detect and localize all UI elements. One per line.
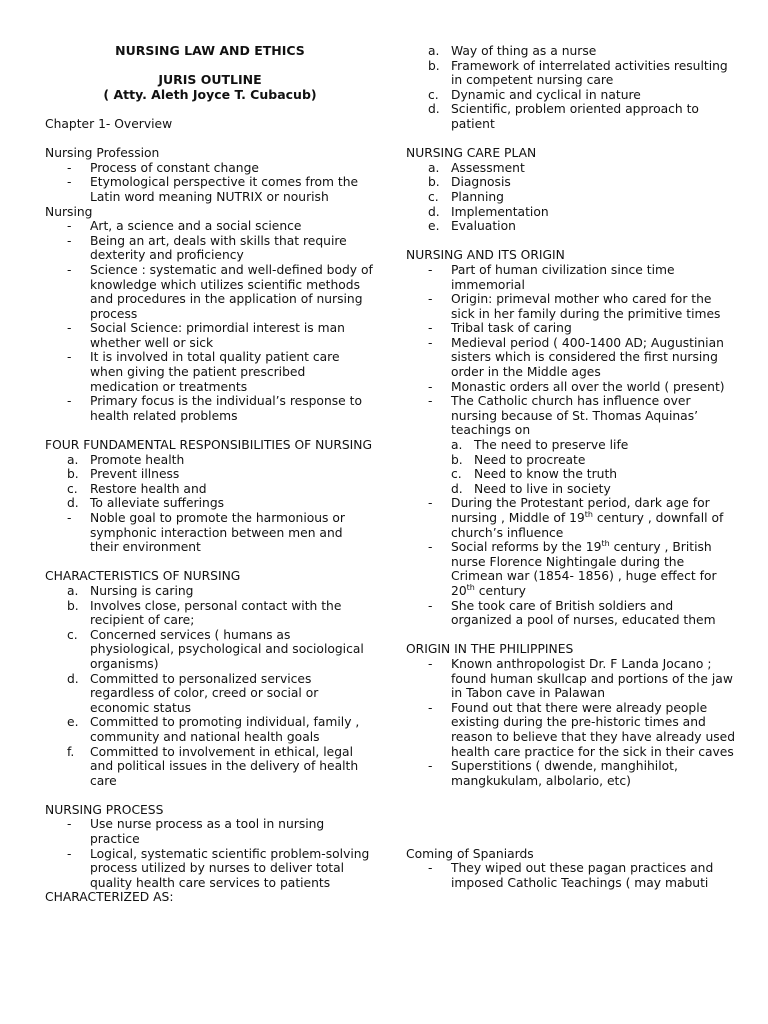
list-item: b. Framework of interrelated activities resulting in competent nursing care (428, 58, 728, 88)
section-heading: Nursing (45, 204, 93, 219)
list-item: b. Need to procreate (451, 452, 586, 467)
section-heading: NURSING AND ITS ORIGIN (406, 248, 565, 263)
list-item: d. To alleviate sufferings (67, 496, 225, 511)
list-item: - Monastic orders all over the world ( present) (428, 379, 725, 394)
list-item: - During the Protestant period, dark age for nursing , Middle of 19th century , downfall of church’s influence (428, 496, 724, 540)
section-heading: NURSING CARE PLAN (406, 146, 537, 161)
list-item: c. Restore health and (67, 481, 207, 496)
section-heading: ORIGIN IN THE PHILIPPINES (406, 642, 574, 657)
list-item: d. Committed to personalized services regardless of color, creed or social or economic status (67, 671, 319, 715)
bullet-list (406, 496, 736, 627)
list-item: a. Nursing is caring (67, 583, 194, 598)
list-item: a. Way of thing as a nurse (428, 44, 597, 58)
list-item: e. Evaluation (428, 219, 516, 234)
section-heading: FOUR FUNDAMENTAL RESPONSIBILITIES OF NURSING (45, 438, 373, 453)
list-item: - Medieval period ( 400-1400 AD; Augustinian sisters which is considered the first nursing order in the Middle ages (428, 335, 724, 380)
left-column (45, 44, 375, 905)
list-item: - Social reforms by the 19th century , British nurse Florence Nightingale during the Crimean war (1854- 1856) , huge effect for 20th century (428, 539, 717, 598)
list-item: - Part of human civilization since time immemorial (428, 262, 675, 292)
list-item: a. Assessment (428, 160, 525, 175)
chapter-heading: Chapter 1- Overview (45, 116, 173, 131)
list-item: - Tribal task of caring (428, 321, 572, 336)
list-item: a. Promote health (67, 452, 185, 467)
list-item: - Found out that there were already people existing during the pre-historic times and reason to believe that they have already used health care practice for the sick in their caves (428, 700, 736, 759)
list-item: c. Planning (428, 189, 504, 204)
lettered-list (45, 584, 375, 788)
list-item: - She took care of British soldiers and organized a pool of nurses, educated them (428, 598, 716, 628)
list-item: - It is involved in total quality patient care when giving the patient prescribed medication or treatments (67, 350, 340, 394)
right-column (406, 44, 736, 890)
list-item: - Origin: primeval mother who cared for the sick in her family during the primitive times (428, 292, 721, 321)
list-item: - Superstitions ( dwende, manghihilot, mangkukulam, albolario, etc) (428, 759, 678, 788)
list-item: - The Catholic church has influence over nursing because of St. Thomas Aquinas’ teachings on (428, 394, 699, 438)
list-item: - Science : systematic and well-defined body of knowledge which utilizes scientific methods and procedures in the application of nursing process (67, 262, 373, 321)
list-item: - Known anthropologist Dr. F Landa Jocano ; found human skullcap and portions of the jaw in Tabon cave in Palawan (428, 656, 733, 701)
lettered-sublist (451, 438, 736, 496)
list-item: d. Implementation (428, 204, 549, 219)
list-item: b. Prevent illness (67, 467, 180, 482)
document-title: NURSING LAW AND ETHICS (115, 43, 305, 58)
section-heading: CHARACTERIZED AS: (45, 890, 174, 905)
list-item: d. Need to live in society (451, 481, 611, 496)
document-author: ( Atty. Aleth Joyce T. Cubacub) (103, 86, 317, 102)
bullet-list (45, 817, 375, 890)
document-subtitle: JURIS OUTLINE (158, 72, 262, 88)
list-item: b. Involves close, personal contact with the recipient of care; (67, 598, 342, 628)
list-item: - They wiped out these pagan practices and imposed Catholic Teachings ( may mabuti (428, 861, 714, 890)
list-item: - Art, a science and a social science (67, 219, 302, 234)
section-heading: Coming of Spaniards (406, 846, 534, 861)
list-item: d. Scientific, problem oriented approach to patient (428, 102, 699, 131)
bullet-list (406, 861, 736, 890)
list-item: c. Need to know the truth (451, 467, 618, 482)
list-item: b. Diagnosis (428, 175, 511, 190)
section-heading: CHARACTERISTICS OF NURSING (45, 569, 241, 584)
section-heading: Nursing Profession (45, 146, 160, 161)
list-item: - Social Science: primordial interest is man whether well or sick (67, 321, 345, 350)
list-item: - Process of constant change (67, 160, 259, 175)
list-item: - Use nurse process as a tool in nursing practice (67, 817, 325, 847)
bullet-list (406, 657, 736, 788)
section-heading: NURSING PROCESS (45, 802, 164, 817)
list-item: c. Concerned services ( humans as physiological, psychological and sociological organisms) (67, 627, 364, 671)
lettered-list (406, 44, 736, 132)
list-item: a. The need to preserve life (451, 438, 629, 453)
list-item: c. Dynamic and cyclical in nature (428, 87, 641, 102)
list-item: e. Committed to promoting individual, family , community and national health goals (67, 715, 360, 744)
lettered-list (45, 453, 375, 555)
list-item: - Noble goal to promote the harmonious or symphonic interaction between men and their environment (67, 511, 345, 555)
bullet-list (45, 219, 375, 423)
list-item: f. Committed to involvement in ethical, legal and political issues in the delivery of health care (67, 744, 359, 788)
list-item: - Logical, systematic scientific problem-solving process utilized by nurses to deliver total quality health care services to patients (67, 846, 370, 890)
list-item: - Being an art, deals with skills that require dexterity and proficiency (67, 233, 347, 263)
lettered-list (406, 161, 736, 234)
list-item: - Etymological perspective it comes from the Latin word meaning NUTRIX or nourish (67, 175, 359, 204)
bullet-list (45, 161, 375, 205)
list-item: - Primary focus is the individual’s response to health related problems (67, 394, 362, 423)
bullet-list (406, 263, 736, 438)
